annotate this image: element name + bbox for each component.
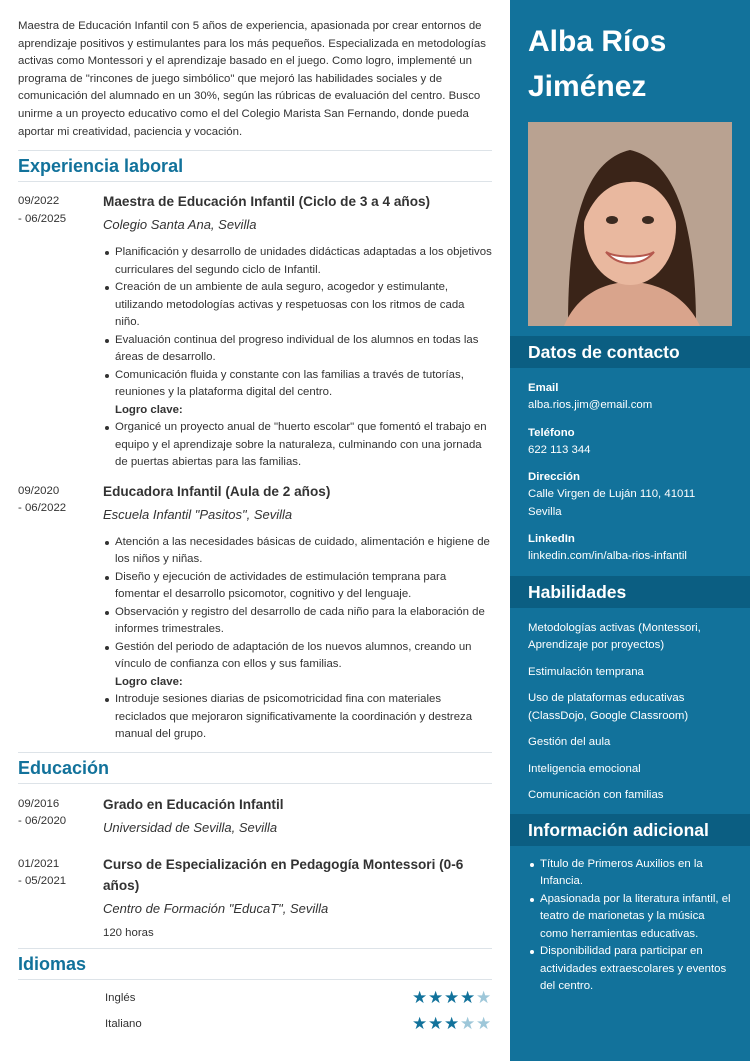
- address-line2: Sevilla: [528, 505, 562, 518]
- language-name: Italiano: [105, 1017, 142, 1030]
- languages-header: [18, 948, 492, 980]
- job-dates: [18, 481, 103, 744]
- skill-item: Uso de plataformas educativas (ClassDojo, Google Classroom): [528, 692, 689, 722]
- skills-list: [510, 608, 750, 805]
- job-dates: [18, 191, 103, 472]
- star-filled-icon: ★: [444, 987, 460, 1007]
- star-filled-icon: ★: [444, 1013, 460, 1033]
- star-empty-icon: ★: [460, 1013, 476, 1033]
- email-value[interactable]: alba.rios.jim@email.com: [528, 399, 653, 411]
- languages-list: [18, 985, 492, 1037]
- skill-item: Estimulación temprana: [528, 665, 644, 678]
- job-role: Maestra de Educación Infantil (Ciclo de 3 a 4 años): [103, 194, 431, 210]
- contact-address: [528, 469, 732, 521]
- education-end-date: - 05/2021: [18, 875, 67, 888]
- list-item: Atención a las necesidades básicas de cuidado, alimentación e higiene de los niños y niñas.: [103, 534, 492, 569]
- star-filled-icon: ★: [412, 1013, 428, 1033]
- job-end-date: - 06/2025: [18, 212, 67, 225]
- star-empty-icon: ★: [476, 1013, 492, 1033]
- job-bullets: [103, 534, 492, 674]
- contact-email: [528, 380, 732, 415]
- contact-phone: [528, 425, 732, 460]
- education-hours: 120 horas: [103, 926, 154, 939]
- linkedin-link[interactable]: linkedin.com/in/alba-rios-infantil: [528, 550, 687, 562]
- list-item: Evaluación continua del progreso individual de los alumnos en todas las áreas de desarrollo.: [103, 332, 492, 367]
- star-filled-icon: ★: [460, 987, 476, 1007]
- skill-item: Metodologías activas (Montessori, Aprendizaje por proyectos): [528, 621, 701, 651]
- contact-title: Datos de contacto: [528, 342, 680, 362]
- job-end-date: - 06/2022: [18, 502, 67, 515]
- experience-title: Experiencia laboral: [18, 156, 184, 177]
- additional-list: [510, 846, 750, 996]
- education-title: Educación: [18, 757, 110, 778]
- list-item: Título de Primeros Auxilios en la Infancia.: [528, 856, 732, 891]
- skill-item: Inteligencia emocional: [528, 762, 641, 775]
- list-item: Apasionada por la literatura infantil, el teatro de marionetas y la música como herramientas educativas.: [528, 891, 732, 944]
- job-entry: [18, 481, 492, 744]
- education-school: Centro de Formación "EducaT", Sevilla: [103, 900, 329, 916]
- job-organization: Colegio Santa Ana, Sevilla: [103, 217, 257, 233]
- achievement-label: Logro clave:: [115, 675, 183, 688]
- candidate-name-line2: Jiménez: [528, 70, 647, 103]
- job-start-date: 09/2022: [18, 195, 60, 208]
- education-degree: Grado en Educación Infantil: [103, 796, 284, 812]
- candidate-name: [510, 0, 750, 109]
- list-item: Disponibilidad para participar en actividades extraescolares y eventos del centro.: [528, 943, 732, 996]
- contact-details: [510, 368, 750, 566]
- avatar: [528, 122, 732, 326]
- language-row: [18, 1011, 492, 1037]
- profile-photo: [528, 122, 732, 326]
- education-school: Universidad de Sevilla, Sevilla: [103, 819, 278, 835]
- star-filled-icon: ★: [428, 1013, 444, 1033]
- phone-label: Teléfono: [528, 426, 575, 439]
- languages-title: Idiomas: [18, 953, 87, 974]
- education-end-date: - 06/2020: [18, 815, 67, 828]
- email-label: Email: [528, 382, 559, 394]
- skills-header: [510, 576, 750, 608]
- job-entry: [18, 191, 492, 472]
- star-filled-icon: ★: [428, 987, 444, 1007]
- star-empty-icon: ★: [476, 987, 492, 1007]
- address-line1: Calle Virgen de Luján 110, 41011: [528, 488, 696, 500]
- list-item: Gestión del periodo de adaptación de los nuevos alumnos, creando un vínculo de confianza con ellos y sus familias.: [103, 639, 492, 674]
- additional-title: Información adicional: [528, 819, 709, 840]
- additional-header: [510, 814, 750, 846]
- phone-value[interactable]: 622 113 344: [528, 443, 591, 456]
- job-organization: Escuela Infantil "Pasitos", Sevilla: [103, 506, 293, 522]
- list-item: Creación de un ambiente de aula seguro, acogedor y estimulante, utilizando metodologías activas y respetuosas con los ritmos de cada niño.: [103, 279, 492, 332]
- job-start-date: 09/2020: [18, 484, 60, 497]
- job-bullets: [103, 244, 492, 402]
- education-entry: [18, 854, 492, 939]
- experience-header: [18, 150, 492, 182]
- sidebar: [510, 0, 750, 1061]
- list-item: Organicé un proyecto anual de "huerto escolar" que fomentó el trabajo en equipo y el aprendizaje sobre la naturaleza, culminando con una jornada de puertas abiertas para las familias.: [103, 419, 492, 472]
- education-degree: Curso de Especialización en Pedagogía Montessori (0-6 años): [103, 856, 464, 893]
- language-rating: [412, 1013, 492, 1033]
- achievement-list: [103, 691, 492, 744]
- list-item: Comunicación fluida y constante con las familias a través de tutorías, reuniones y la plataforma digital del centro.: [103, 367, 492, 402]
- education-start-date: 01/2021: [18, 857, 60, 870]
- language-rating: [412, 987, 492, 1007]
- list-item: Introduje sesiones diarias de psicomotricidad fina con materiales reciclados que mejoraron significativamente la coordinación y destreza manual del grupo.: [103, 691, 492, 744]
- linkedin-label: LinkedIn: [528, 533, 575, 545]
- skills-title: Habilidades: [528, 581, 627, 602]
- list-item: Observación y registro del desarrollo de cada niño para la elaboración de informes trimestrales.: [103, 604, 492, 639]
- education-dates: [18, 794, 103, 838]
- education-start-date: 09/2016: [18, 797, 60, 810]
- skill-item: Comunicación con familias: [528, 789, 664, 801]
- skill-item: Gestión del aula: [528, 736, 611, 748]
- education-dates: [18, 854, 103, 939]
- education-entry: [18, 794, 492, 838]
- candidate-name-line1: Alba Ríos: [528, 25, 667, 58]
- language-row: [18, 985, 492, 1011]
- achievement-list: [103, 419, 492, 472]
- list-item: Planificación y desarrollo de unidades didácticas adaptadas a los objetivos curriculares del segundo ciclo de Infantil.: [103, 244, 492, 279]
- contact-header: [510, 336, 750, 368]
- achievement-label: Logro clave:: [115, 403, 183, 416]
- job-role: Educadora Infantil (Aula de 2 años): [103, 483, 331, 499]
- profile-summary: Maestra de Educación Infantil con 5 años de experiencia, apasionada por crear entornos de aprendizaje positivos y estimulantes para los más pequeños. Especializada en metodologías activas como Montessori y el aprendizaje basado en el juego. Como logro, implementé un programa de "rincones de juego simbólico" que mejoró las habilidades sociales y de comunicación del alumnado en un 30%, según las rúbricas de evaluación del centro. Busco unirme a un proyecto educativo como el del Colegio Marista San Fernando, donde pueda aportar mi creatividad, paciencia y vocación.: [18, 20, 486, 138]
- language-name: Inglés: [105, 991, 136, 1004]
- address-label: Dirección: [528, 471, 580, 483]
- star-filled-icon: ★: [412, 987, 428, 1007]
- contact-linkedin: [528, 531, 732, 566]
- list-item: Diseño y ejecución de actividades de estimulación temprana para fomentar el desarrollo psicomotor, cognitivo y del lenguaje.: [103, 569, 492, 604]
- education-header: [18, 752, 492, 784]
